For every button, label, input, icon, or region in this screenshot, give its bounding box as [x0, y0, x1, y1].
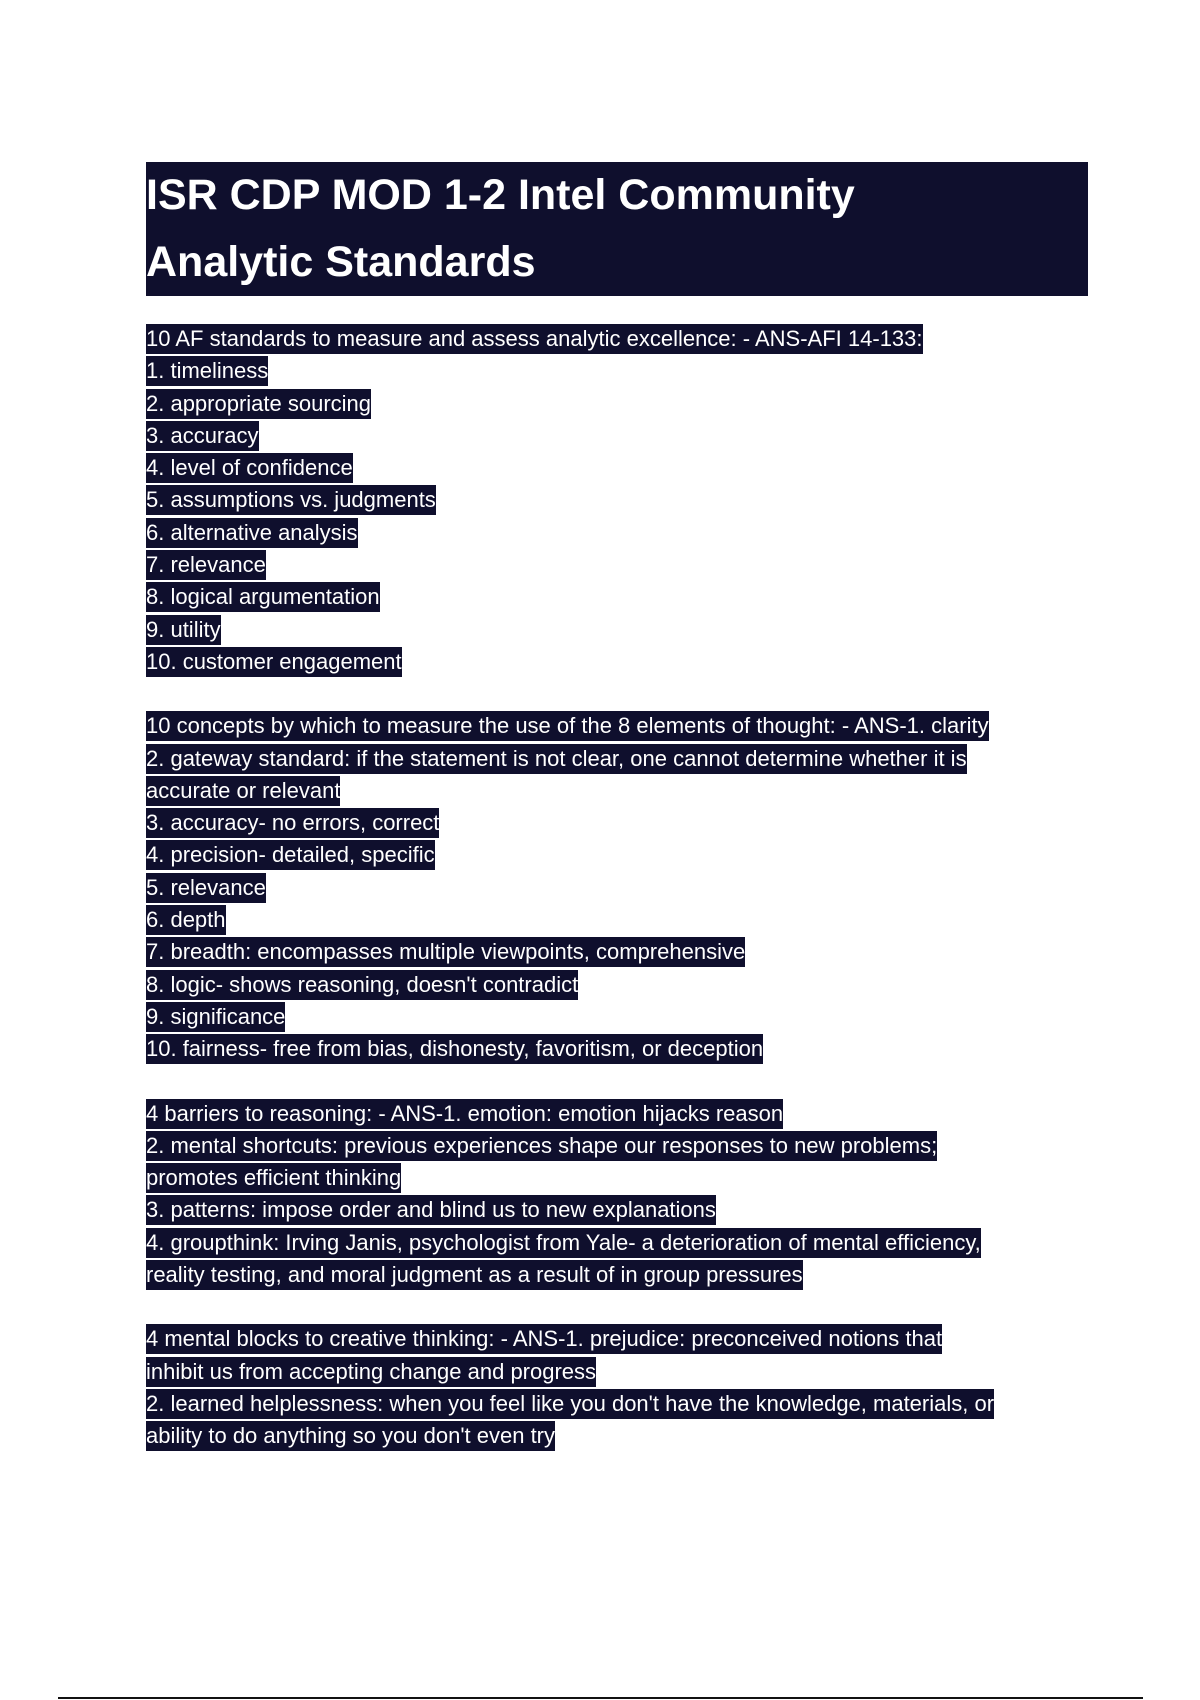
card-line: 10. customer engagement [146, 647, 402, 677]
card-line: accurate or relevant [146, 776, 340, 806]
flashcard-elements-of-thought [146, 710, 1086, 1065]
card-line: 10 concepts by which to measure the use of the 8 elements of thought: - ANS-1. clarity [146, 711, 989, 741]
card-line: 4 mental blocks to creative thinking: - ANS-1. prejudice: preconceived notions that [146, 1324, 942, 1354]
flashcard-mental-blocks [146, 1323, 1086, 1452]
card-line: 8. logical argumentation [146, 582, 380, 612]
card-line: 6. alternative analysis [146, 518, 358, 548]
card-line: 10. fairness- free from bias, dishonesty, favoritism, or deception [146, 1034, 763, 1064]
card-line: 8. logic- shows reasoning, doesn't contradict [146, 970, 578, 1000]
card-line: inhibit us from accepting change and progress [146, 1357, 596, 1387]
flashcard-barriers-to-reasoning [146, 1098, 1086, 1292]
card-line: 6. depth [146, 905, 226, 935]
card-line: 2. gateway standard: if the statement is not clear, one cannot determine whether it is [146, 744, 967, 774]
card-line: 1. timeliness [146, 356, 268, 386]
card-line: 3. accuracy [146, 421, 259, 451]
flashcard-list [146, 323, 1086, 1485]
document-title-line-2: Analytic Standards [146, 238, 536, 286]
document-title-block [146, 162, 1088, 296]
card-line: 2. appropriate sourcing [146, 389, 371, 419]
card-line: 10 AF standards to measure and assess analytic excellence: - ANS-AFI 14-133: [146, 324, 923, 354]
card-line: 3. patterns: impose order and blind us to new explanations [146, 1195, 716, 1225]
card-line: 3. accuracy- no errors, correct [146, 808, 439, 838]
document-title-line-1: ISR CDP MOD 1-2 Intel Community [146, 171, 855, 219]
card-line: 2. learned helplessness: when you feel like you don't have the knowledge, materials, or [146, 1389, 994, 1419]
card-line: 5. relevance [146, 873, 266, 903]
card-line: 4. precision- detailed, specific [146, 840, 435, 870]
footer-divider [58, 1697, 1143, 1699]
card-line: 4 barriers to reasoning: - ANS-1. emotion: emotion hijacks reason [146, 1099, 783, 1129]
card-line: reality testing, and moral judgment as a result of in group pressures [146, 1260, 803, 1290]
card-line: 4. level of confidence [146, 453, 353, 483]
card-line: 9. utility [146, 615, 221, 645]
card-line: promotes efficient thinking [146, 1163, 401, 1193]
card-line: 7. breadth: encompasses multiple viewpoints, comprehensive [146, 937, 745, 967]
card-line: 5. assumptions vs. judgments [146, 485, 436, 515]
flashcard-af-standards [146, 323, 1086, 678]
card-line: 2. mental shortcuts: previous experiences shape our responses to new problems; [146, 1131, 937, 1161]
card-line: 4. groupthink: Irving Janis, psychologist from Yale- a deterioration of mental efficiency, [146, 1228, 981, 1258]
card-line: ability to do anything so you don't even try [146, 1421, 555, 1451]
card-line: 7. relevance [146, 550, 266, 580]
card-line: 9. significance [146, 1002, 285, 1032]
